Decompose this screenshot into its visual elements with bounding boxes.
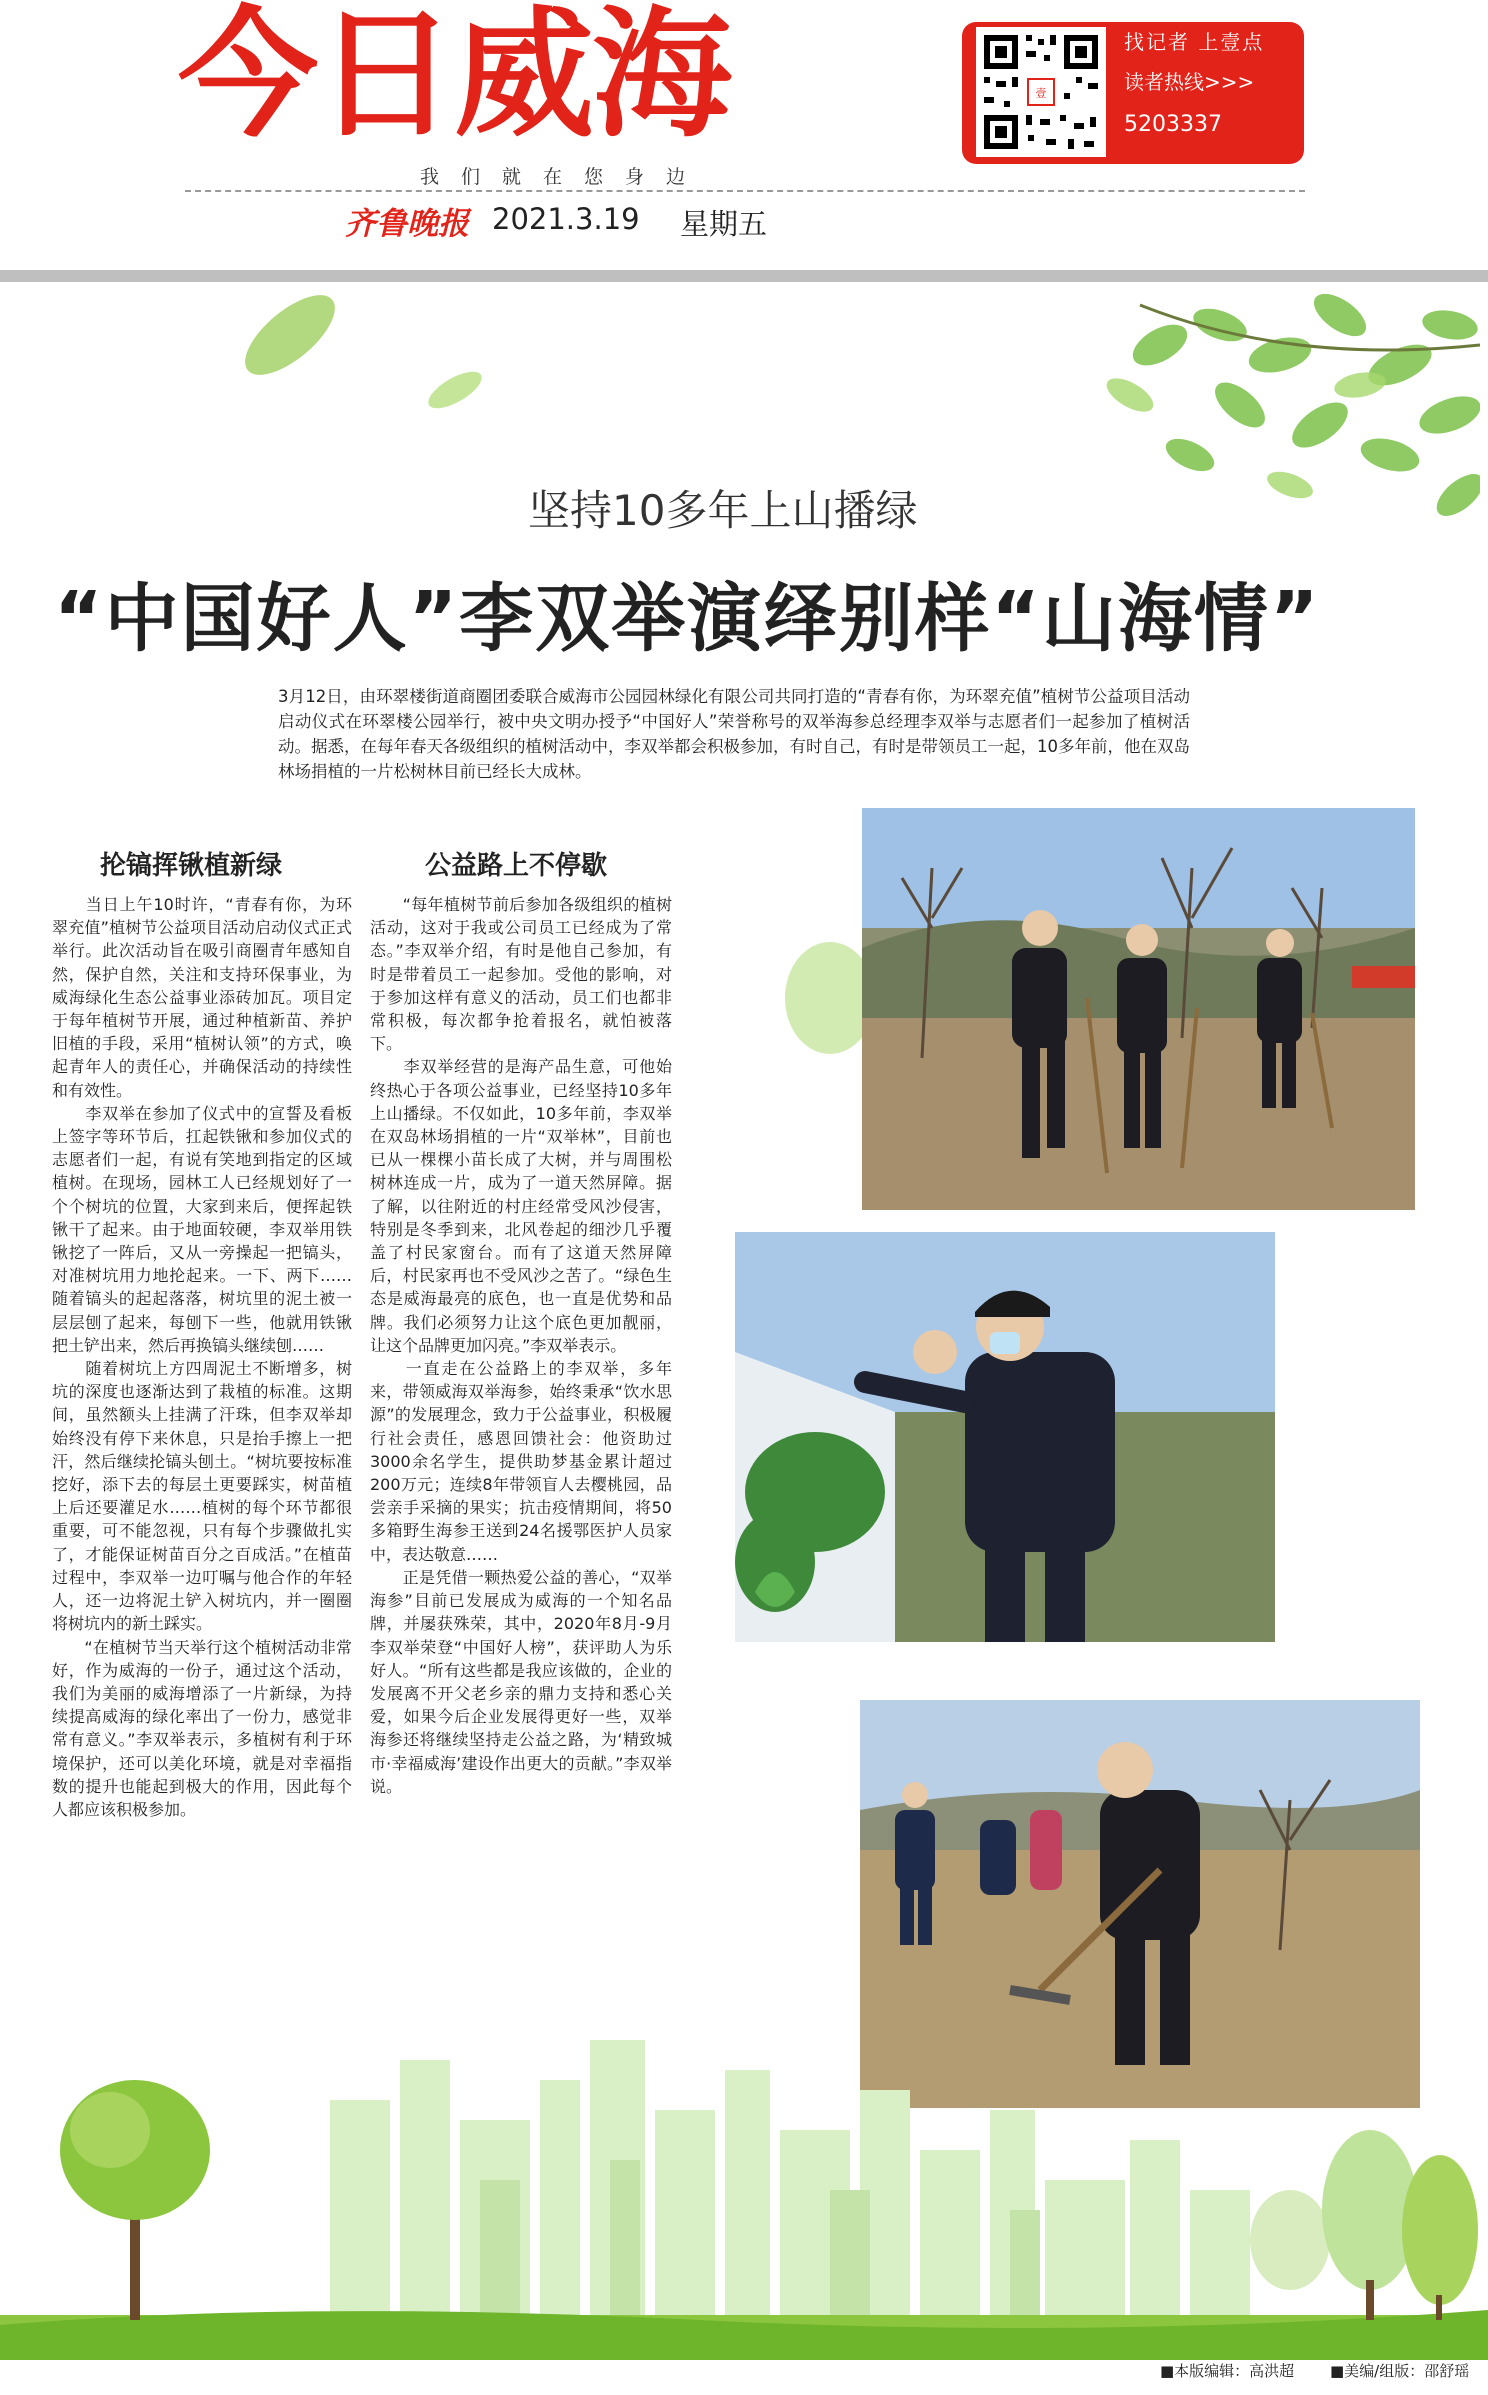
section-title: 抡镐挥锹植新绿: [100, 851, 283, 881]
article-subheadline: 坚持10多年上山播绿: [528, 486, 918, 535]
article-body-column: 当日上午10时许，“青春有你，为环翠充值”植树节公益项目活动启动仪式正式举行。此次活动旨在吸引商圈青年感知自然，保护自然，关注和支持环保事业，为威海绿化生态公益事业添砖加瓦。项目定于每年植树节开展，通过种植新苗、养护旧植的手段，采用“植树认领”的方式，唤起青年人的责任心，并确保活动的持续性和有效性。 李双举在参加了仪式中的宣誓及看板上签字等环节后，扛起铁锹和参加仪式的志愿者们一起，有说有笑地到指定的区域植树。在现场，园林工人已经规划好了一个个树坑的位置，大家到来后，便挥起铁锹干了起来。由于地面较硬，李双举用铁锹挖了一阵后，又从一旁操起一把镐头，对准树坑用力地抡起来。一下、两下……随着镐头的起起落落，树坑里的泥土被一层层刨了起来，每刨下一些，他就用铁锹把土铲出来，然后再换镐头继续刨…… 随着树坑上方四周泥土不断增多，树坑的深度也逐渐达到了栽植的标准。这期间，虽然额头上挂满了汗珠，但李双举却始终没有停下来休息，只是抬手擦上一把汗，然后继续抡镐头刨土。“树坑要按标准挖好，添下去的每层土更要踩实，树苗植上后还要灌足水……植树的每个环节都很重要，可不能忽视，只有每个步骤做扎实了，才能保证树苗百分之百成活。”在植苗过程中，李双举一边叮嘱与他合作的年轻人，还一边将泥土铲入树坑内，并一圈圈将树坑内的新土踩实。 “在植树节当天举行这个植树活动非常好，作为威海的一份子，通过这个活动，我们为美丽的威海增添了一片新绿，为持续提高威海的绿化率出了一份力，感觉非常有意义。”李双举表示，多植树有利于环境保护，还可以美化环境，就是对幸福指数的提升也能起到极大的作用，因此每个人都应该积极参加。: [52, 895, 352, 1819]
header-bar: [0, 270, 1488, 282]
qr-code-icon[interactable]: [976, 27, 1106, 157]
section-title: 公益路上不停歇: [425, 851, 608, 881]
page-editor-credit: ■本版编辑：高洪超: [1160, 2362, 1295, 2380]
hotline-slogan: 找记者 上壹点: [1124, 30, 1265, 54]
leaf-icon: [230, 280, 350, 390]
masthead-title: 今日威海: [178, 0, 731, 157]
article-body-column: “每年植树节前后参加各级组织的植树活动，这对于我或公司员工已经成为了常态。”李双举介绍，有时是他自己参加，有时是带着员工一起参加。受他的影响，对于参加这样有意义的活动，员工们也都非常积极，每次都争抢着报名，就怕被落下。 李双举经营的是海产品生意，可他始终热心于各项公益事业，已经坚持10多年上山播绿。不仅如此，10多年前，李双举在双岛林场捐植的一片“双举林”，目前也已从一棵棵小苗长成了大树，并与周围松树林连成一片，成为了一道天然屏障。据了解，以往附近的村庄经常受风沙侵害，特别是冬季到来，北风卷起的细沙几乎覆盖了村民家窗台。而有了这道天然屏障后，村民家再也不受风沙之苦了。“绿色生态是威海最亮的底色，也一直是优势和品牌。我们必须努力让这个底色更加靓丽，让这个品牌更加闪亮。”李双举表示。 一直走在公益路上的李双举，多年来，带领威海双举海参，始终秉承“饮水思源”的发展理念，致力于公益事业，积极履行社会责任，感恩回馈社会：他资助过3000余名学生，提供助梦基金累计超过200万元；连续8年带领盲人去樱桃园，品尝亲手采摘的果实；抗击疫情期间，将50多箱野生海参王送到24名援鄂医护人员家中，表达敬意…… 正是凭借一颗热爱公益的善心，“双举海参”目前已发展成为威海的一个知名品牌，并屡获殊荣，其中，2020年8月-9月李双举荣登“中国好人榜”，获评助人为乐好人。“所有这些都是我应该做的，企业的发展离不开父老乡亲的鼎力支持和悉心关爱，如果今后企业发展得更好一些，双举海参还将继续坚持走公益之路，为‘精致城市·幸福威海’建设作出更大的贡献。”李双举说。: [370, 895, 672, 1796]
issue-date: 2021.3.19: [492, 202, 640, 236]
masthead-divider: [185, 190, 1305, 192]
issue-weekday: 星期五: [680, 207, 768, 241]
article-headline: “中国好人”李双举演绎别样“山海情”: [54, 576, 1321, 662]
city-skyline-decoration: [0, 1980, 1488, 2380]
photo-tree-planting-group: [862, 808, 1415, 1210]
page-designer-credit: ■美编/组版：邵舒瑶: [1330, 2362, 1470, 2380]
masthead-slogan: 我们就在您身边: [420, 166, 708, 188]
leaf-icon: [420, 360, 490, 420]
article-lead: 3月12日，由环翠楼街道商圈团委联合威海市公园园林绿化有限公司共同打造的“青春有你，为环翠充值”植树节公益项目活动启动仪式在环翠楼公园举行，被中央文明办授予“中国好人”荣誉称号的双举海参总经理李双举与志愿者们一起参加了植树活动。据悉，在每年春天各级组织的植树活动中，李双举都会积极参加，有时自己，有时是带领员工一起，10多年前，他在双岛林场捐植的一片松树林目前已经长大成林。: [278, 687, 1190, 781]
photo-signing-board: [735, 1232, 1275, 1642]
hotline-label: 读者热线>>>: [1124, 70, 1255, 94]
tree-leaves-decoration: [1040, 285, 1480, 555]
hotline-number[interactable]: 5203337: [1124, 112, 1222, 137]
newspaper-name: 齐鲁晚报: [345, 206, 469, 242]
svg-text:壹: 壹: [1035, 87, 1047, 100]
